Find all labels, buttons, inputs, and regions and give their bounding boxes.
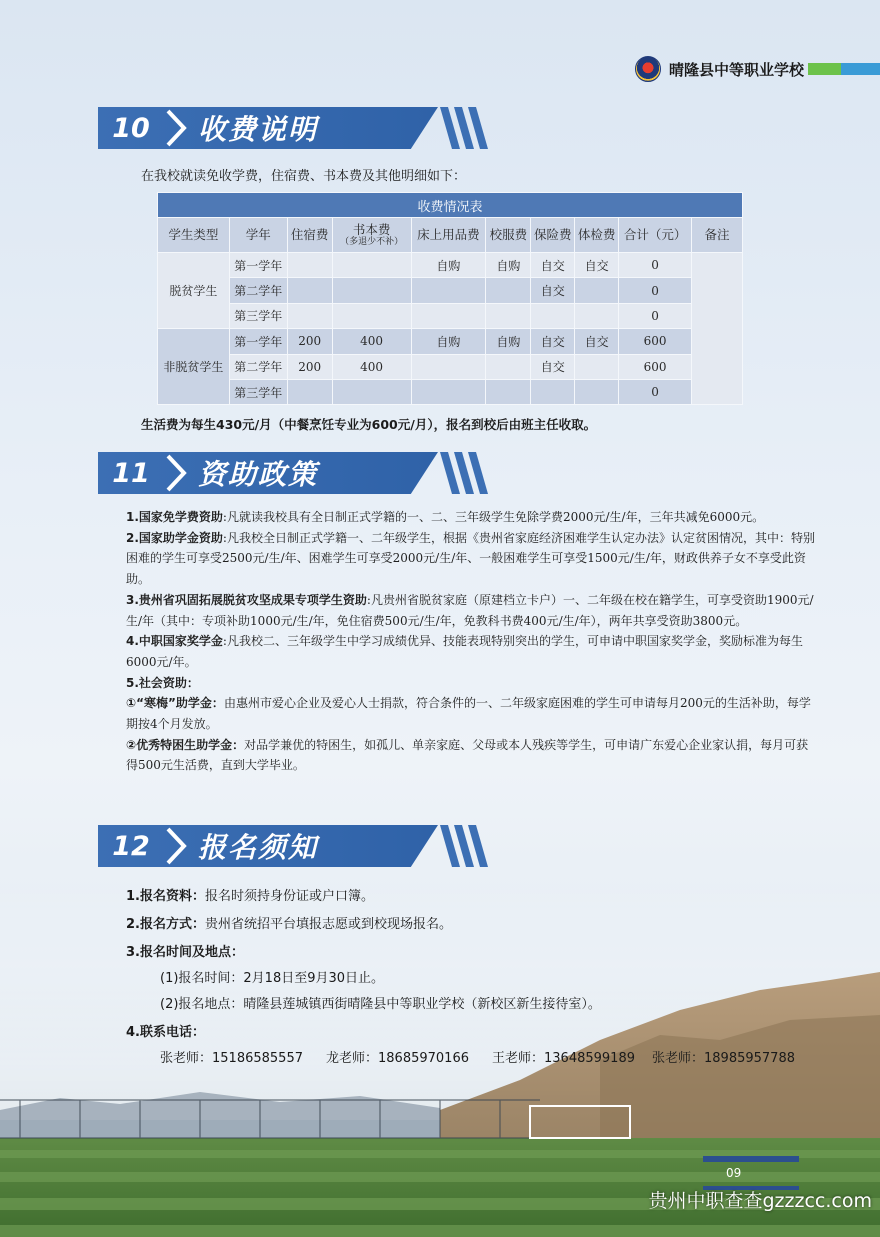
reg-item: (2)报名地点：晴隆县莲城镇西街晴隆县中等职业学校（新校区新生接待室）。 [160,997,601,1012]
policy-item: 3.贵州省巩固拓展脱贫攻坚成果专项学生资助:凡贵州省脱贫家庭（原建档立卡户）一、二年级在校在籍学生，可享受资助1900元/生/年（其中：专项补助1000元/生/年，免住宿费500元/生/年，免教科书费400元/生/年），两年共享受资助3800元。 [126,592,814,628]
table-cell: 400 [332,329,411,354]
table-cell [287,303,332,328]
table-cell: 自购 [411,253,486,278]
section-12-banner [98,825,492,871]
header-cell: 床上用品费 [411,218,486,253]
table-cell [531,379,575,404]
contact-list [160,1047,795,1066]
watermark-text: 贵州中职查查gzzzcc.com [648,1190,872,1212]
table-cell: 200 [287,354,332,379]
chevron-right-icon [162,452,192,494]
table-cell [287,253,332,278]
table-row [158,329,743,354]
school-name: 晴隆县中等职业学校 [668,60,804,79]
table-row [158,379,743,404]
policy-item: 1.国家免学费资助:凡就读我校具有全日制正式学籍的一、二、三年级学生免除学费2000元/生/年，三年共减免6000元。 [126,510,765,524]
remark-cell [692,253,743,405]
table-cell [486,278,531,303]
table-row [158,278,743,303]
policy-item: 2.国家助学金资助:凡我校全日制正式学籍一、二年级学生，根据《贵州省家庭经济困难学生认定办法》认定贫困情况，其中：特别困难的学生可享受2500元/生/年、困难学生可享受2000元/生/年、一般困难学生可享受1500元/生/年，财政供养子女不享受此资助。 [126,530,815,587]
table-cell [411,354,486,379]
contact-phone: 张老师：15186585557 [160,1051,303,1066]
table-cell: 200 [287,329,332,354]
header-cell: 体检费 [575,218,619,253]
page-number: 09 [726,1166,742,1180]
header-cell: 保险费 [531,218,575,253]
stripes-decoration-icon [436,107,492,149]
table-cell [486,303,531,328]
policy-item: ②优秀特困生助学金：对品学兼优的特困生，如孤儿、单亲家庭、父母或本人残疾等学生，可申请广东爱心企业家认捐，每月可获得500元生活费，直到大学毕业。 [126,737,809,773]
chevron-right-icon [162,825,192,867]
header-cell: 合计（元） [619,218,692,253]
table-cell: 0 [619,303,692,328]
table-cell: 0 [619,278,692,303]
table-cell [411,303,486,328]
table-cell: 自交 [531,354,575,379]
school-emblem-icon [635,56,661,82]
table-cell [575,303,619,328]
header-cell: 备注 [692,218,743,253]
reg-item: 1.报名资料：报名时须持身份证或户口簿。 [126,889,374,904]
table-cell [332,253,411,278]
table-cell: 自交 [575,253,619,278]
table-cell: 自交 [575,329,619,354]
policy-item: ①“寒梅”助学金：由惠州市爱心企业及爱心人士捐款，符合条件的一、二年级家庭困难的学生可申请每月200元的生活补助，每学期按4个月发放。 [126,696,811,732]
table-caption: 收费情况表 [158,193,743,218]
header-cell: 学生类型 [158,218,230,253]
table-cell: 自交 [531,253,575,278]
table-cell: 第一学年 [229,253,287,278]
table-cell [287,379,332,404]
table-cell [575,354,619,379]
table-cell: 第二学年 [229,354,287,379]
contact-phone: 张老师：18985957788 [652,1051,795,1066]
section-title: 报名须知 [198,831,319,864]
table-cell: 第三学年 [229,303,287,328]
section-title: 收费说明 [198,113,319,146]
chevron-right-icon [162,107,192,149]
reg-item: 2.报名方式：贵州省统招平台填报志愿或到校现场报名。 [126,917,452,932]
table-cell [332,379,411,404]
table-row [158,303,743,328]
table-cell [411,278,486,303]
table-cell [332,303,411,328]
fee-table [157,192,743,405]
policy-item: 5.社会资助： [126,675,199,690]
table-cell [332,278,411,303]
table-cell [486,379,531,404]
table-cell: 600 [619,329,692,354]
table-cell: 第二学年 [229,278,287,303]
living-fee-note: 生活费为每生430元/月（中餐烹饪专业为600元/月），报名到校后由班主任收取。 [141,417,597,432]
section-number: 12 [112,830,150,862]
table-cell: 自交 [531,329,575,354]
header-cell: 校服费 [486,218,531,253]
table-cell: 0 [619,379,692,404]
header-cell: 书本费 （多退少不补） [332,218,411,253]
brand-accent-bar [808,63,880,75]
aid-policy-list [126,507,816,776]
table-cell [575,379,619,404]
table-cell: 自购 [486,329,531,354]
table-cell [411,379,486,404]
student-type-cell: 脱贫学生 [158,253,230,329]
section-number: 10 [112,112,150,144]
table-row [158,253,743,278]
table-cell: 0 [619,253,692,278]
section-10-banner [98,107,492,153]
section-11-banner [98,452,492,498]
table-row [158,354,743,379]
reg-item: 3.报名时间及地点： [126,945,244,960]
table-cell [575,278,619,303]
contact-phone: 龙老师：18685970166 [326,1051,469,1066]
stripes-decoration-icon [436,825,492,867]
table-cell [486,354,531,379]
table-cell [287,278,332,303]
section-number: 11 [112,457,150,489]
header-cell: 学年 [229,218,287,253]
table-cell: 第三学年 [229,379,287,404]
table-cell: 自交 [531,278,575,303]
fee-intro: 在我校就读免收学费，住宿费、书本费及其他明细如下： [141,169,467,184]
student-type-cell: 非脱贫学生 [158,329,230,405]
table-cell: 自购 [486,253,531,278]
reg-item: (1)报名时间：2月18日至9月30日止。 [160,971,385,986]
reg-item: 4.联系电话： [126,1025,205,1040]
table-cell: 600 [619,354,692,379]
table-cell [531,303,575,328]
section-title: 资助政策 [198,458,319,491]
header-brand [635,54,804,84]
table-cell: 自购 [411,329,486,354]
table-cell: 第一学年 [229,329,287,354]
table-cell: 400 [332,354,411,379]
page-number-bar [703,1156,799,1162]
policy-item: 4.中职国家奖学金:凡我校二、三年级学生中学习成绩优异、技能表现特别突出的学生，可申请中职国家奖学金，奖励标准为每生6000元/年。 [126,634,803,669]
stripes-decoration-icon [436,452,492,494]
header-cell: 住宿费 [287,218,332,253]
contact-phone: 王老师：13648599189 [492,1051,635,1066]
